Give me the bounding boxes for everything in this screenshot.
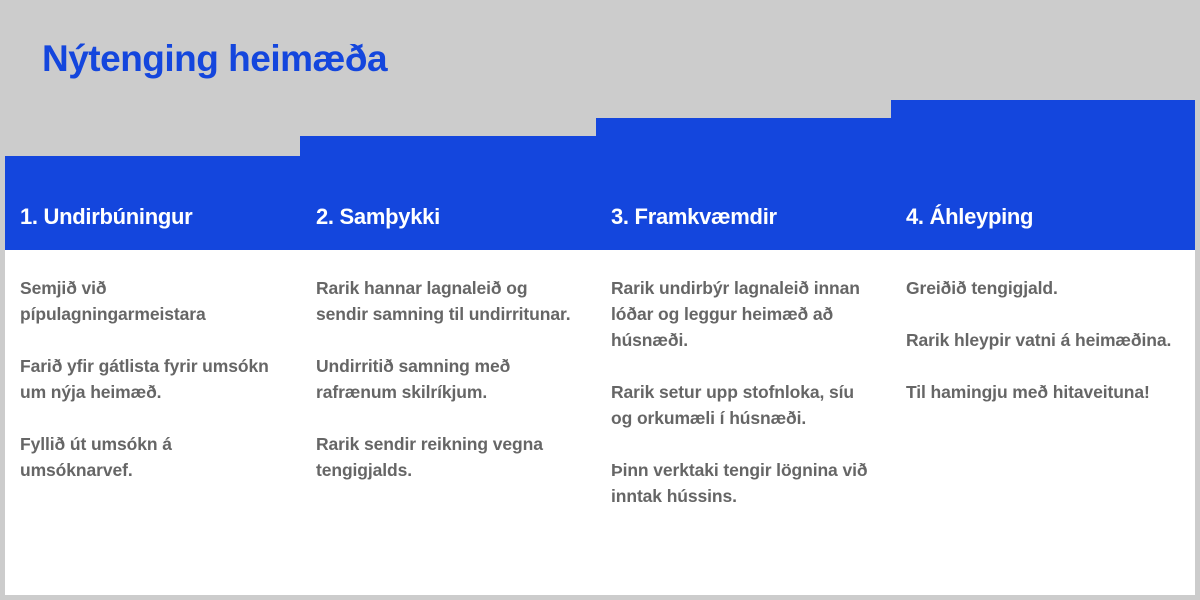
step-1-heading: 1. Undirbúningur (20, 204, 193, 229)
step-4-item: Rarik hleypir vatni á heimæðina. (906, 330, 1172, 350)
step-bar-3 (596, 118, 892, 250)
step-3-items (611, 275, 876, 535)
step-4-item: Greiðið tengigjald. (906, 278, 1058, 298)
step-2-items (316, 275, 584, 509)
step-1-item: Semjið við pípulagningarmeistara (20, 278, 206, 324)
step-1-item: Fyllið út umsókn á umsóknarvef. (20, 434, 172, 480)
step-2-item: Rarik hannar lagnaleið og sendir samning til undirritunar. (316, 278, 571, 324)
step-1-item: Farið yfir gátlista fyrir umsókn um nýja heimæð. (20, 356, 269, 402)
step-2-heading: 2. Samþykki (316, 204, 440, 229)
step-3-item: Rarik setur upp stofnloka, síu og orkumæli í húsnæði. (611, 382, 855, 428)
step-1-items (20, 275, 282, 509)
step-3-item: Rarik undirbýr lagnaleið innan lóðar og leggur heimæð að húsnæði. (611, 278, 860, 350)
step-4-item: Til hamingju með hitaveituna! (906, 382, 1150, 402)
step-2-item: Rarik sendir reikning vegna tengigjalds. (316, 434, 543, 480)
step-3-heading: 3. Framkvæmdir (611, 204, 777, 229)
step-4-items (906, 275, 1176, 431)
step-2-item: Undirritið samning með rafrænum skilríkjum. (316, 356, 511, 402)
step-bar-2 (300, 136, 597, 250)
step-4-heading: 4. Áhleyping (906, 204, 1034, 229)
step-3-item: Þinn verktaki tengir lögnina við inntak hússins. (611, 460, 868, 506)
page-title: Nýtenging heimæða (42, 38, 388, 79)
step-bar-1 (5, 156, 301, 250)
